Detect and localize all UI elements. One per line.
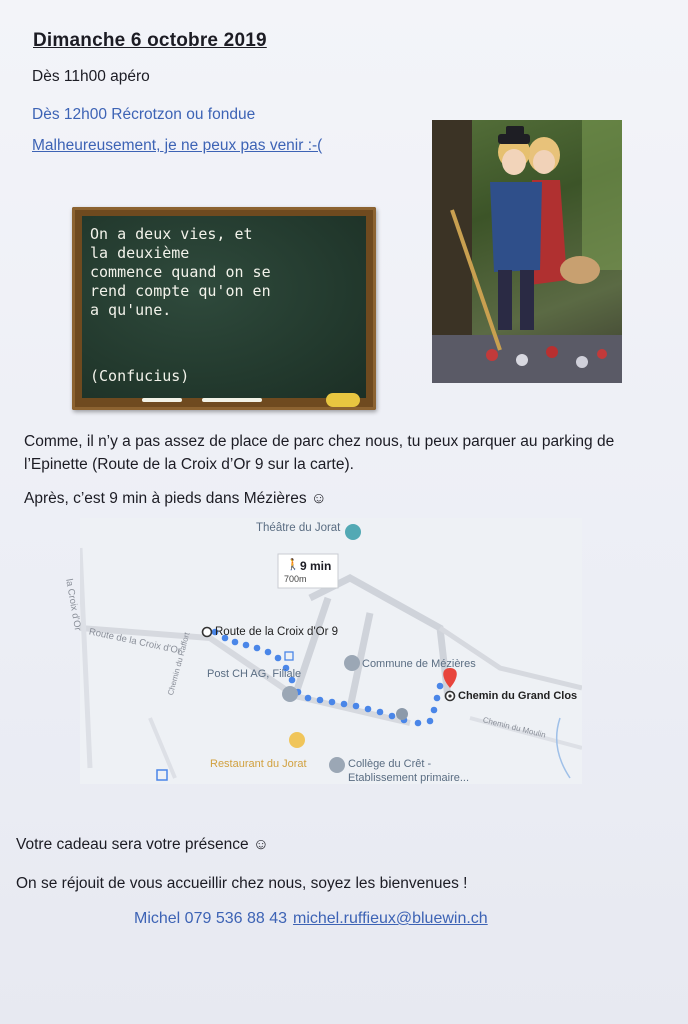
- road-label: Chemin du Raffort: [166, 631, 192, 697]
- dolls-illustration: [432, 120, 622, 383]
- chalkboard-quote-image: [72, 207, 376, 410]
- chalk-stick: [202, 398, 262, 402]
- theatre-label: Théâtre du Jorat: [256, 522, 341, 534]
- route-midpoint-icon: [396, 708, 408, 720]
- destination-label: Chemin du Grand Clos: [458, 690, 578, 702]
- chalk-stick: [142, 398, 182, 402]
- bus-stop-icon: [285, 652, 293, 660]
- walking-route-map: [63, 518, 582, 784]
- school-label-sub: Etablissement primaire...: [348, 772, 470, 784]
- contact-name-phone: Michel 079 536 88 43: [134, 910, 287, 927]
- school-icon: [329, 757, 345, 773]
- start-marker: [203, 628, 212, 637]
- dolls-photo: [432, 120, 622, 383]
- aperitif-time: Dès 11h00 apéro: [32, 68, 150, 85]
- walk-distance: 700m: [284, 574, 307, 584]
- restaurant-label: Restaurant du Jorat: [210, 758, 307, 770]
- meal-time: Dès 12h00 Récrotzon ou fondue: [32, 106, 256, 123]
- chalkboard-author: (Confucius): [90, 367, 190, 385]
- gift-note: Votre cadeau sera votre présence ☺: [16, 836, 269, 853]
- parking-info: Comme, il n’y a pas assez de place de parc chez nous, tu peux parquer au parking de l’Epinette (Route de la Croix d’Or 9 sur la carte).: [24, 433, 615, 473]
- commune-label: Commune de Mézières: [362, 658, 476, 670]
- bus-stop-icon: [157, 770, 167, 780]
- start-label: Route de la Croix d'Or 9: [215, 626, 339, 638]
- walk-time: 9 min: [300, 559, 332, 573]
- page-title: Dimanche 6 octobre 2019: [33, 30, 267, 51]
- walk-person-icon: 🚶: [286, 559, 300, 571]
- road-label: Route de la Croix d'Or: [87, 626, 182, 657]
- email-link[interactable]: michel.ruffieux@bluewin.ch: [293, 910, 488, 927]
- school-label: Collège du Crêt -: [348, 758, 432, 770]
- road-label: Chemin du Moulin: [481, 715, 547, 740]
- theatre-heart-icon: [345, 524, 361, 540]
- welcome-note: On se réjouit de vous accueillir chez nous, soyez les bienvenues !: [16, 875, 468, 892]
- post-office-label: Post CH AG, Filiale: [207, 668, 302, 680]
- cannot-come-note: Malheureusement, je ne peux pas venir :-(: [32, 137, 323, 154]
- restaurant-icon: [289, 732, 305, 748]
- commune-building-icon: [344, 655, 360, 671]
- contact-line: [134, 910, 488, 928]
- chalkboard-quote: On a deux vies, et la deuxième commence quand on se rend compte qu'on en a qu'une.: [90, 225, 271, 319]
- sponge-eraser: [326, 393, 360, 407]
- post-office-icon: [282, 686, 298, 702]
- road-label: la Croix d'Or: [63, 578, 84, 632]
- walking-info: Après, c’est 9 min à pieds dans Mézières ☺: [24, 490, 327, 507]
